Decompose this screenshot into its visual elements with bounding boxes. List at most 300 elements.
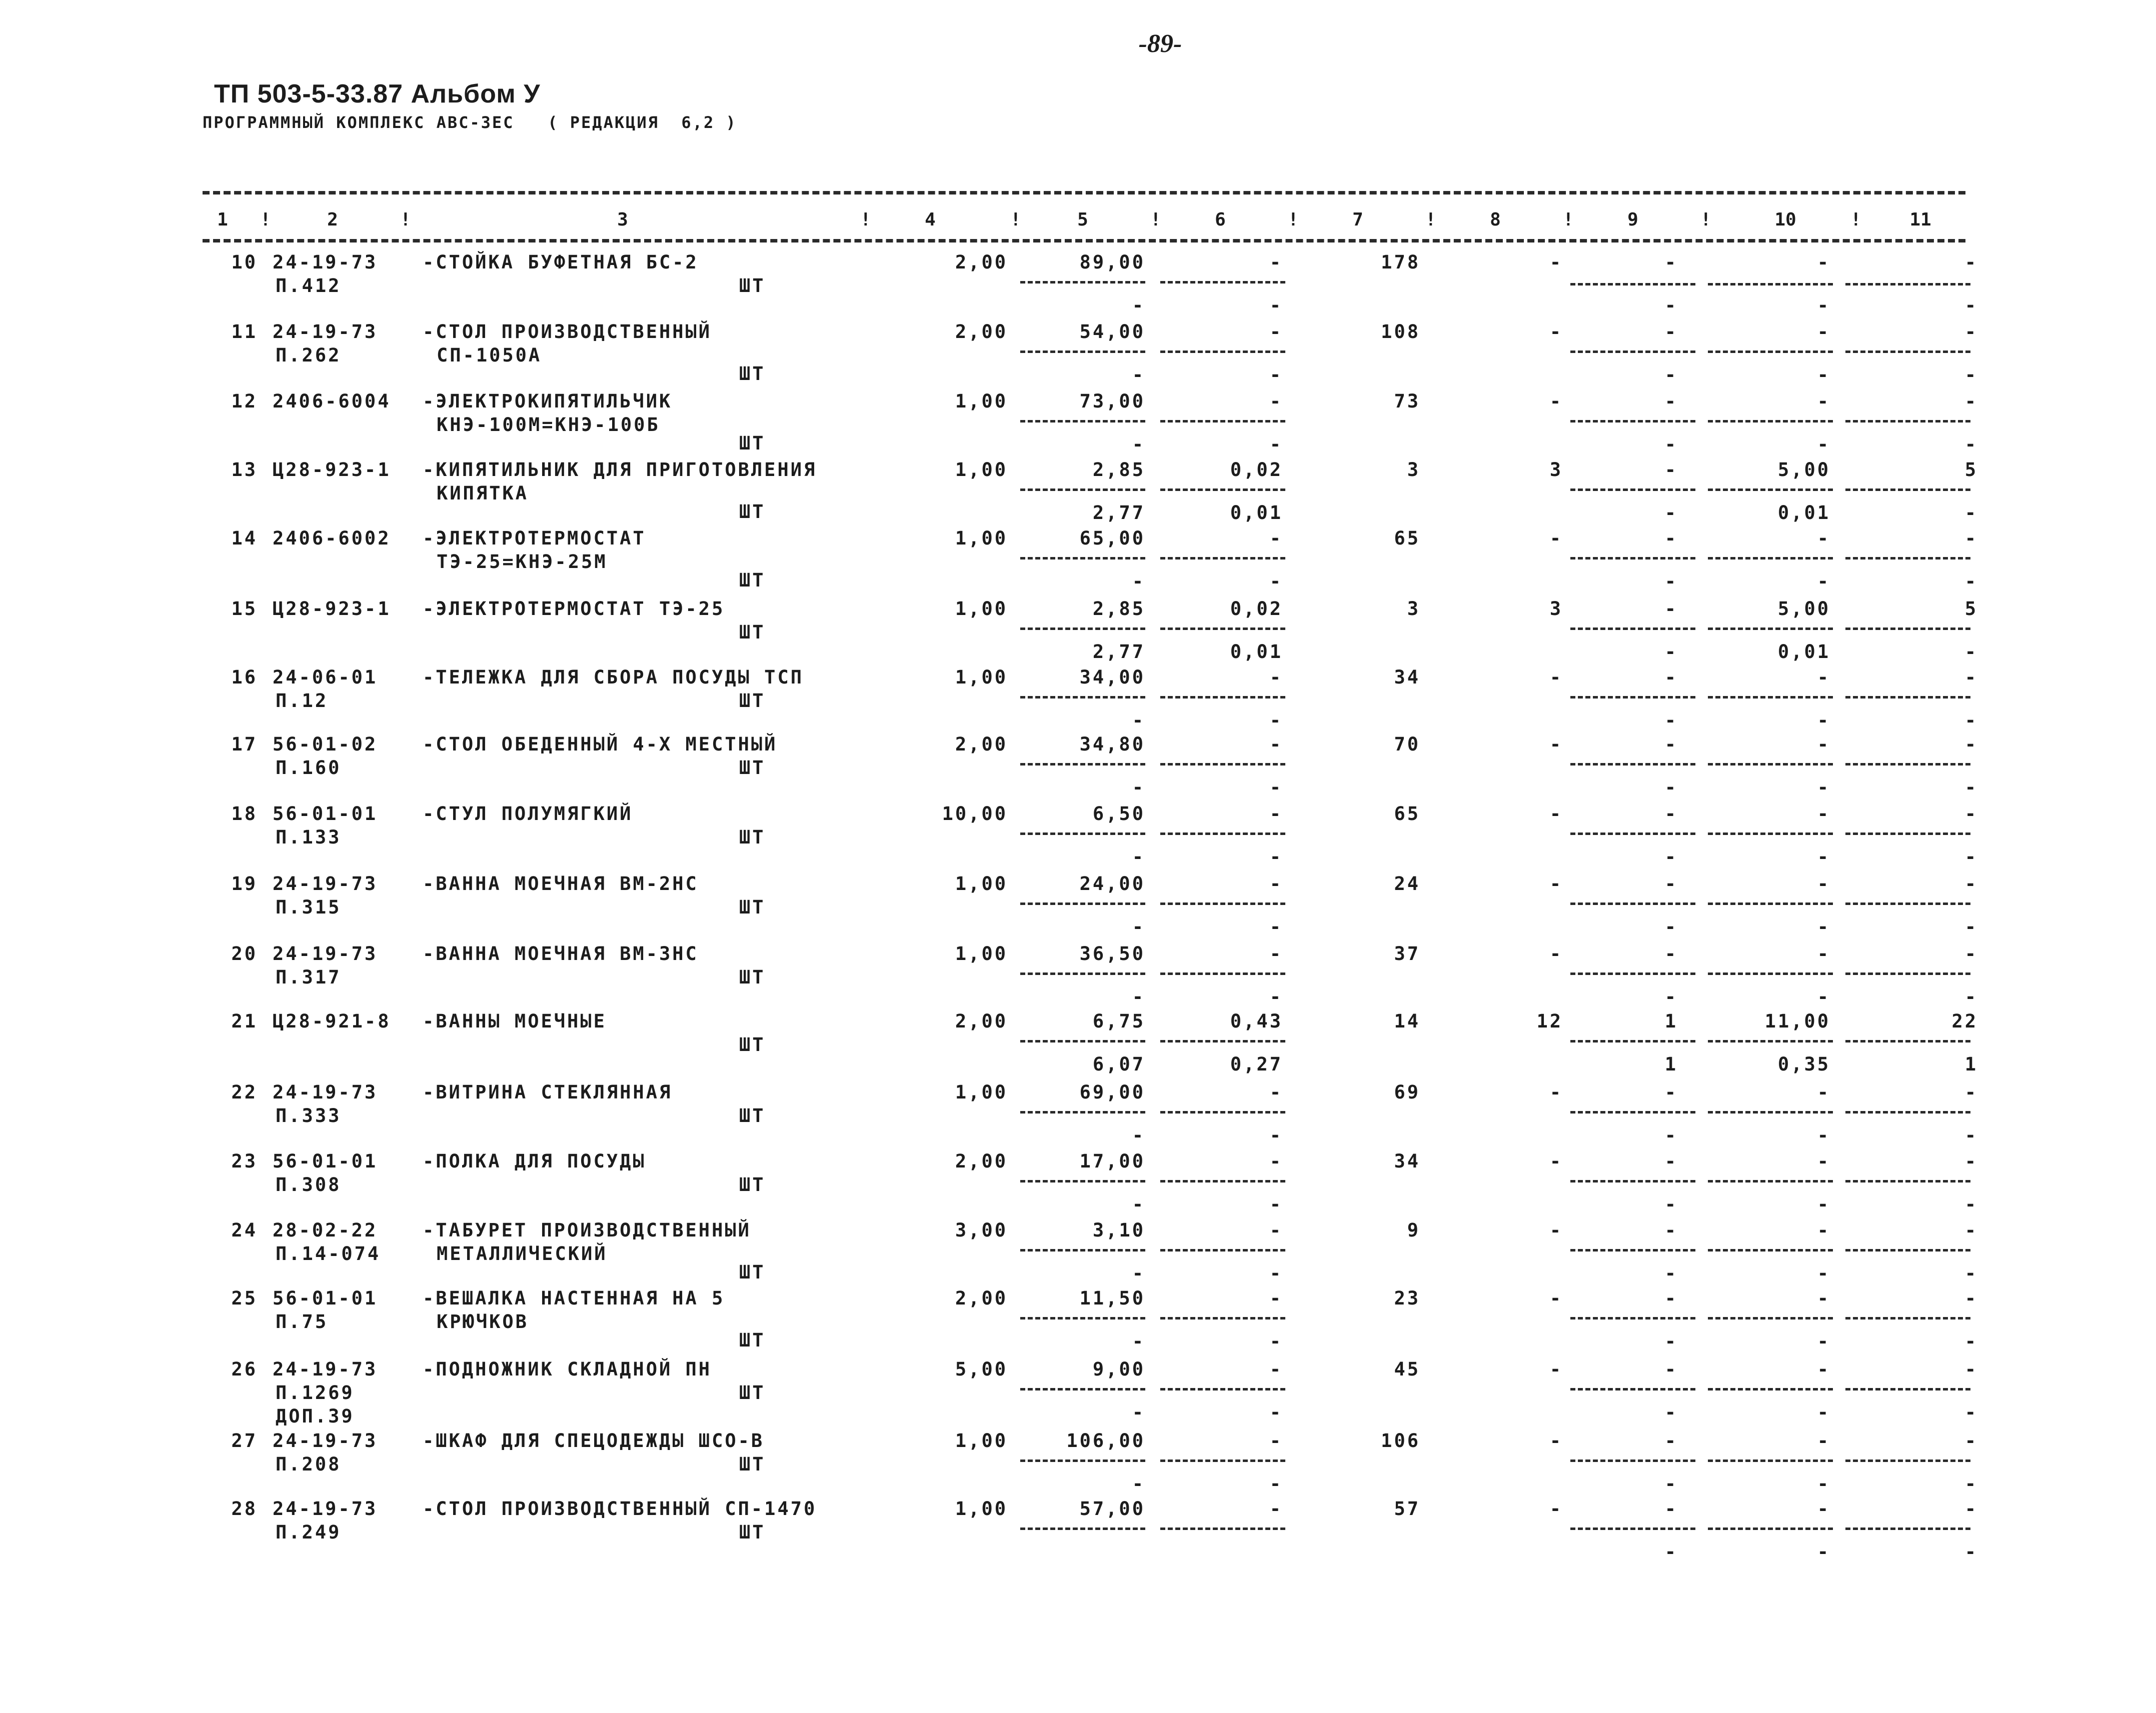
- row-code: 2406-6004: [273, 390, 391, 412]
- row-number: 25: [231, 1288, 258, 1309]
- rule-col-9: [1570, 902, 1695, 905]
- secondary-col-11: -: [1964, 1330, 1978, 1352]
- row-unit: ШТ: [739, 896, 766, 918]
- total-cost: 34: [1394, 1150, 1420, 1172]
- column-6-value: 0,02: [1230, 459, 1283, 480]
- column-10-value: -: [1817, 528, 1830, 549]
- quantity: 2,00: [955, 1150, 1008, 1172]
- secondary-col-6: -: [1269, 916, 1283, 938]
- row-code: 24-19-73: [273, 1082, 378, 1103]
- column-6-value: -: [1269, 1150, 1283, 1172]
- quantity: 1,00: [955, 390, 1008, 412]
- rule-col-10: [1708, 488, 1833, 491]
- row-unit: ШТ: [739, 1454, 766, 1475]
- rule-col-6: [1160, 1180, 1285, 1182]
- column-6-value: -: [1269, 390, 1283, 412]
- rule-col-5: [1020, 763, 1145, 766]
- row-unit: ШТ: [739, 1174, 766, 1196]
- column-6-value: -: [1269, 943, 1283, 964]
- row-name: -КИПЯТИЛЬНИК ДЛЯ ПРИГОТОВЛЕНИЯ: [423, 459, 817, 480]
- column-6-value: -: [1269, 252, 1283, 273]
- column-8-value: -: [1549, 666, 1563, 688]
- column-6-value: -: [1269, 1288, 1283, 1309]
- secondary-col-5: -: [1132, 434, 1145, 455]
- row-name: КНЭ-100М=КНЭ-100Б: [437, 414, 660, 436]
- row-code: П.14-074: [276, 1243, 381, 1264]
- column-8-value: -: [1549, 1430, 1563, 1452]
- secondary-col-9: -: [1664, 1262, 1678, 1284]
- row-number: 24: [231, 1220, 258, 1241]
- column-9-value: -: [1664, 1498, 1678, 1520]
- secondary-col-6: -: [1269, 710, 1283, 731]
- row-code: П.333: [276, 1105, 342, 1126]
- secondary-col-6: -: [1269, 364, 1283, 386]
- rule-col-5: [1020, 1388, 1145, 1390]
- secondary-col-9: -: [1664, 434, 1678, 455]
- row-name: -ТЕЛЕЖКА ДЛЯ СБОРА ПОСУДЫ ТСП: [423, 666, 804, 688]
- row-code: П.133: [276, 826, 342, 848]
- secondary-col-10: -: [1817, 1541, 1830, 1562]
- rule-col-9: [1570, 696, 1695, 698]
- column-8-value: -: [1549, 252, 1563, 273]
- total-cost: 3: [1407, 459, 1420, 480]
- secondary-col-9: -: [1664, 846, 1678, 868]
- row-code: 56-01-02: [273, 734, 378, 755]
- rule-col-10: [1708, 1460, 1833, 1462]
- row-unit: ШТ: [739, 432, 766, 454]
- rule-col-6: [1160, 1040, 1285, 1042]
- quantity: 2,00: [955, 1288, 1008, 1309]
- unit-price: 106,00: [1066, 1430, 1145, 1452]
- unit-price: 89,00: [1079, 252, 1145, 273]
- rule-col-11: [1845, 696, 1970, 698]
- unit-price: 54,00: [1079, 321, 1145, 342]
- rule-col-6: [1160, 281, 1285, 284]
- rule-col-9: [1570, 283, 1695, 286]
- secondary-col-9: -: [1664, 502, 1678, 524]
- rule-col-9: [1570, 1040, 1695, 1042]
- row-unit: ШТ: [739, 690, 766, 712]
- column-11-value: -: [1964, 390, 1978, 412]
- column-number-8: 8: [1490, 210, 1501, 230]
- unit-price: 3,10: [1092, 1220, 1145, 1241]
- column-separator: !: [1850, 210, 1861, 230]
- row-number: 20: [231, 943, 258, 964]
- secondary-col-5: 2,77: [1092, 502, 1145, 524]
- rule-col-9: [1570, 1249, 1695, 1252]
- secondary-col-10: -: [1817, 1473, 1830, 1494]
- column-8-value: -: [1549, 873, 1563, 894]
- rule-col-5: [1020, 281, 1145, 284]
- secondary-col-10: -: [1817, 776, 1830, 798]
- column-9-value: -: [1664, 459, 1678, 480]
- rule-col-11: [1845, 557, 1970, 560]
- rule-col-6: [1160, 628, 1285, 630]
- column-10-value: 5,00: [1777, 459, 1830, 480]
- row-number: 19: [231, 873, 258, 894]
- quantity: 1,00: [955, 528, 1008, 549]
- row-unit: ШТ: [739, 363, 766, 384]
- row-name: -ТАБУРЕТ ПРОИЗВОДСТВЕННЫЙ: [423, 1220, 751, 1241]
- row-code: 24-19-73: [273, 321, 378, 342]
- column-11-value: -: [1964, 943, 1978, 964]
- rule-col-10: [1708, 1180, 1833, 1182]
- document-title: ТП 503-5-33.87 Альбом У: [214, 80, 541, 108]
- row-code: Ц28-923-1: [273, 459, 391, 480]
- row-code: 56-01-01: [273, 1288, 378, 1309]
- rule-col-10: [1708, 628, 1833, 630]
- column-6-value: 0,02: [1230, 598, 1283, 620]
- rule-col-10: [1708, 902, 1833, 905]
- rule-col-10: [1708, 763, 1833, 766]
- row-unit: ШТ: [739, 570, 766, 591]
- row-number: 18: [231, 803, 258, 824]
- rule-col-10: [1708, 696, 1833, 698]
- rule-col-5: [1020, 1460, 1145, 1462]
- row-code: 56-01-01: [273, 803, 378, 824]
- row-name: -ВАННА МОЕЧНАЯ ВМ-3НС: [423, 943, 699, 964]
- column-8-value: -: [1549, 1220, 1563, 1241]
- rule-col-5: [1020, 420, 1145, 422]
- rule-col-6: [1160, 350, 1285, 353]
- secondary-col-10: -: [1817, 710, 1830, 731]
- secondary-col-10: -: [1817, 364, 1830, 386]
- secondary-col-10: 0,01: [1777, 502, 1830, 524]
- secondary-col-9: 1: [1664, 1054, 1678, 1075]
- column-9-value: -: [1664, 1358, 1678, 1380]
- column-10-value: -: [1817, 873, 1830, 894]
- unit-price: 73,00: [1079, 390, 1145, 412]
- rule-col-6: [1160, 1388, 1285, 1390]
- column-11-value: -: [1964, 1220, 1978, 1241]
- row-code: 28-02-22: [273, 1220, 378, 1241]
- secondary-col-5: -: [1132, 710, 1145, 731]
- column-9-value: -: [1664, 943, 1678, 964]
- table-top-rule: [203, 191, 1965, 194]
- secondary-col-9: -: [1664, 1194, 1678, 1215]
- rule-col-9: [1570, 1317, 1695, 1320]
- column-11-value: -: [1964, 873, 1978, 894]
- rule-col-11: [1845, 488, 1970, 491]
- column-8-value: -: [1549, 734, 1563, 755]
- column-8-value: 12: [1536, 1010, 1563, 1032]
- secondary-col-10: -: [1817, 294, 1830, 316]
- rule-col-11: [1845, 420, 1970, 422]
- row-number: 28: [231, 1498, 258, 1520]
- quantity: 1,00: [955, 598, 1008, 620]
- column-11-value: -: [1964, 666, 1978, 688]
- column-8-value: -: [1549, 1498, 1563, 1520]
- row-number: 10: [231, 252, 258, 273]
- secondary-col-11: 1: [1964, 1054, 1978, 1075]
- secondary-col-10: -: [1817, 986, 1830, 1008]
- rule-col-10: [1708, 283, 1833, 286]
- secondary-col-9: -: [1664, 1330, 1678, 1352]
- secondary-col-10: 0,35: [1777, 1054, 1830, 1075]
- row-name: -ШКАФ ДЛЯ СПЕЦОДЕЖДЫ ШСО-В: [423, 1430, 765, 1452]
- row-name: -ЭЛЕКТРОТЕРМОСТАТ: [423, 528, 646, 549]
- column-number-5: 5: [1077, 210, 1088, 230]
- column-8-value: 3: [1549, 459, 1563, 480]
- row-code: 24-19-73: [273, 943, 378, 964]
- column-6-value: -: [1269, 666, 1283, 688]
- rule-col-11: [1845, 1460, 1970, 1462]
- column-number-11: 11: [1909, 210, 1931, 230]
- rule-col-5: [1020, 1111, 1145, 1114]
- column-8-value: -: [1549, 803, 1563, 824]
- total-cost: 65: [1394, 803, 1420, 824]
- secondary-col-5: -: [1132, 1262, 1145, 1284]
- column-10-value: -: [1817, 666, 1830, 688]
- row-name: -СТОЛ ПРОИЗВОДСТВЕННЫЙ СП-1470: [423, 1498, 817, 1520]
- secondary-col-5: -: [1132, 294, 1145, 316]
- rule-col-9: [1570, 350, 1695, 353]
- secondary-col-6: -: [1269, 1402, 1283, 1423]
- rule-col-10: [1708, 832, 1833, 835]
- unit-price: 17,00: [1079, 1150, 1145, 1172]
- secondary-col-10: -: [1817, 434, 1830, 455]
- row-name: -ПОЛКА ДЛЯ ПОСУДЫ: [423, 1150, 646, 1172]
- column-9-value: -: [1664, 666, 1678, 688]
- unit-price: 6,50: [1092, 803, 1145, 824]
- unit-price: 6,75: [1092, 1010, 1145, 1032]
- column-11-value: -: [1964, 1082, 1978, 1103]
- secondary-col-6: -: [1269, 1473, 1283, 1494]
- row-code: П.308: [276, 1174, 342, 1196]
- rule-col-5: [1020, 902, 1145, 905]
- column-8-value: -: [1549, 943, 1563, 964]
- page-number: -89-: [1138, 30, 1182, 58]
- secondary-col-11: -: [1964, 294, 1978, 316]
- secondary-col-6: 0,01: [1230, 641, 1283, 662]
- quantity: 2,00: [955, 734, 1008, 755]
- row-name: -ПОДНОЖНИК СКЛАДНОЙ ПН: [423, 1358, 712, 1380]
- column-9-value: -: [1664, 1220, 1678, 1241]
- column-10-value: -: [1817, 1288, 1830, 1309]
- rule-col-11: [1845, 763, 1970, 766]
- secondary-col-11: -: [1964, 1262, 1978, 1284]
- total-cost: 45: [1394, 1358, 1420, 1380]
- row-unit: ШТ: [739, 1522, 766, 1543]
- column-10-value: -: [1817, 803, 1830, 824]
- rule-col-6: [1160, 1249, 1285, 1252]
- secondary-col-6: -: [1269, 986, 1283, 1008]
- unit-price: 2,85: [1092, 459, 1145, 480]
- column-6-value: -: [1269, 803, 1283, 824]
- rule-col-11: [1845, 902, 1970, 905]
- column-8-value: -: [1549, 1358, 1563, 1380]
- rule-col-5: [1020, 1180, 1145, 1182]
- secondary-col-11: -: [1964, 1473, 1978, 1494]
- quantity: 1,00: [955, 1082, 1008, 1103]
- secondary-col-11: -: [1964, 846, 1978, 868]
- quantity: 3,00: [955, 1220, 1008, 1241]
- secondary-col-11: -: [1964, 502, 1978, 524]
- column-11-value: -: [1964, 528, 1978, 549]
- total-cost: 24: [1394, 873, 1420, 894]
- column-6-value: -: [1269, 734, 1283, 755]
- secondary-col-11: -: [1964, 916, 1978, 938]
- quantity: 2,00: [955, 1010, 1008, 1032]
- column-9-value: -: [1664, 734, 1678, 755]
- column-9-value: -: [1664, 528, 1678, 549]
- secondary-col-5: -: [1132, 1194, 1145, 1215]
- rule-col-11: [1845, 1249, 1970, 1252]
- rule-col-10: [1708, 1317, 1833, 1320]
- rule-col-9: [1570, 557, 1695, 560]
- quantity: 1,00: [955, 873, 1008, 894]
- secondary-col-10: 0,01: [1777, 641, 1830, 662]
- secondary-col-9: -: [1664, 1541, 1678, 1562]
- secondary-col-5: 2,77: [1092, 641, 1145, 662]
- column-9-value: 1: [1664, 1010, 1678, 1032]
- row-code: 2406-6002: [273, 528, 391, 549]
- rule-col-11: [1845, 350, 1970, 353]
- rule-col-6: [1160, 420, 1285, 422]
- column-6-value: -: [1269, 1082, 1283, 1103]
- quantity: 1,00: [955, 1430, 1008, 1452]
- row-unit: ШТ: [739, 501, 766, 522]
- secondary-col-11: -: [1964, 364, 1978, 386]
- total-cost: 106: [1381, 1430, 1420, 1452]
- rule-col-6: [1160, 1317, 1285, 1320]
- row-number: 26: [231, 1358, 258, 1380]
- column-11-value: -: [1964, 734, 1978, 755]
- column-9-value: -: [1664, 1150, 1678, 1172]
- secondary-col-11: -: [1964, 710, 1978, 731]
- row-unit: ШТ: [739, 826, 766, 848]
- total-cost: 14: [1394, 1010, 1420, 1032]
- rule-col-11: [1845, 1317, 1970, 1320]
- rule-col-11: [1845, 1040, 1970, 1042]
- unit-price: 11,50: [1079, 1288, 1145, 1309]
- secondary-col-9: -: [1664, 776, 1678, 798]
- rule-col-5: [1020, 1040, 1145, 1042]
- row-name: -СТОЛ ПРОИЗВОДСТВЕННЫЙ: [423, 321, 712, 342]
- secondary-col-11: -: [1964, 986, 1978, 1008]
- column-6-value: -: [1269, 1430, 1283, 1452]
- secondary-col-9: -: [1664, 986, 1678, 1008]
- column-separator: !: [1425, 210, 1436, 230]
- row-number: 22: [231, 1082, 258, 1103]
- row-code: П.317: [276, 966, 342, 988]
- secondary-col-6: -: [1269, 1194, 1283, 1215]
- unit-price: 69,00: [1079, 1082, 1145, 1103]
- row-number: 21: [231, 1010, 258, 1032]
- secondary-col-6: -: [1269, 434, 1283, 455]
- row-name: -СТОЛ ОБЕДЕННЫЙ 4-Х МЕСТНЫЙ: [423, 734, 778, 755]
- column-number-1: 1: [217, 210, 228, 230]
- unit-price: 65,00: [1079, 528, 1145, 549]
- column-separator: !: [260, 210, 271, 230]
- row-code: П.262: [276, 344, 342, 366]
- row-name: КРЮЧКОВ: [437, 1311, 529, 1332]
- total-cost: 37: [1394, 943, 1420, 964]
- secondary-col-6: -: [1269, 294, 1283, 316]
- row-code: 24-19-73: [273, 252, 378, 273]
- total-cost: 3: [1407, 598, 1420, 620]
- rule-col-11: [1845, 283, 1970, 286]
- row-unit: ШТ: [739, 275, 766, 296]
- column-6-value: -: [1269, 1358, 1283, 1380]
- secondary-col-9: -: [1664, 570, 1678, 592]
- secondary-col-5: -: [1132, 776, 1145, 798]
- row-unit: ШТ: [739, 966, 766, 988]
- secondary-col-5: 6,07: [1092, 1054, 1145, 1075]
- rule-col-6: [1160, 696, 1285, 698]
- quantity: 10,00: [942, 803, 1008, 824]
- rule-col-9: [1570, 1388, 1695, 1390]
- row-name: -ВЕШАЛКА НАСТЕННАЯ НА 5: [423, 1288, 725, 1309]
- total-cost: 57: [1394, 1498, 1420, 1520]
- column-number-7: 7: [1352, 210, 1363, 230]
- rule-col-6: [1160, 763, 1285, 766]
- column-9-value: -: [1664, 1082, 1678, 1103]
- secondary-col-9: -: [1664, 1473, 1678, 1494]
- column-9-value: -: [1664, 873, 1678, 894]
- secondary-col-11: -: [1964, 1124, 1978, 1146]
- rule-col-10: [1708, 1040, 1833, 1042]
- secondary-col-10: -: [1817, 1330, 1830, 1352]
- row-code: Ц28-921-8: [273, 1010, 391, 1032]
- column-8-value: -: [1549, 1082, 1563, 1103]
- rule-col-5: [1020, 972, 1145, 975]
- total-cost: 65: [1394, 528, 1420, 549]
- rule-col-5: [1020, 350, 1145, 353]
- secondary-col-6: -: [1269, 1262, 1283, 1284]
- total-cost: 178: [1381, 252, 1420, 273]
- secondary-col-5: -: [1132, 986, 1145, 1008]
- rule-col-9: [1570, 832, 1695, 835]
- rule-col-11: [1845, 1528, 1970, 1530]
- column-11-value: -: [1964, 1498, 1978, 1520]
- secondary-col-11: -: [1964, 776, 1978, 798]
- column-separator: !: [1288, 210, 1299, 230]
- secondary-col-9: -: [1664, 1402, 1678, 1423]
- secondary-col-5: -: [1132, 1330, 1145, 1352]
- secondary-col-6: -: [1269, 776, 1283, 798]
- column-9-value: -: [1664, 390, 1678, 412]
- unit-price: 57,00: [1079, 1498, 1145, 1520]
- quantity: 1,00: [955, 666, 1008, 688]
- rule-col-9: [1570, 488, 1695, 491]
- row-code: 24-19-73: [273, 1498, 378, 1520]
- rule-col-10: [1708, 1388, 1833, 1390]
- row-unit: ШТ: [739, 1330, 766, 1351]
- row-unit: ШТ: [739, 1034, 766, 1056]
- total-cost: 73: [1394, 390, 1420, 412]
- rule-col-11: [1845, 1388, 1970, 1390]
- secondary-col-10: -: [1817, 1262, 1830, 1284]
- column-10-value: 5,00: [1777, 598, 1830, 620]
- column-10-value: -: [1817, 390, 1830, 412]
- rule-col-5: [1020, 832, 1145, 835]
- column-separator: !: [1150, 210, 1161, 230]
- row-code: 24-19-73: [273, 1430, 378, 1452]
- column-11-value: -: [1964, 1358, 1978, 1380]
- secondary-col-10: -: [1817, 570, 1830, 592]
- column-separator: !: [400, 210, 411, 230]
- secondary-col-10: -: [1817, 1402, 1830, 1423]
- column-9-value: -: [1664, 1430, 1678, 1452]
- program-line: ПРОГРАММНЫЙ КОМПЛЕКС АВС-3ЕС ( РЕДАКЦИЯ 6,2 ): [203, 113, 737, 132]
- column-11-value: -: [1964, 252, 1978, 273]
- secondary-col-11: -: [1964, 1541, 1978, 1562]
- secondary-col-6: -: [1269, 1330, 1283, 1352]
- row-number: 14: [231, 528, 258, 549]
- column-10-value: -: [1817, 734, 1830, 755]
- row-name: -СТУЛ ПОЛУМЯГКИЙ: [423, 803, 633, 824]
